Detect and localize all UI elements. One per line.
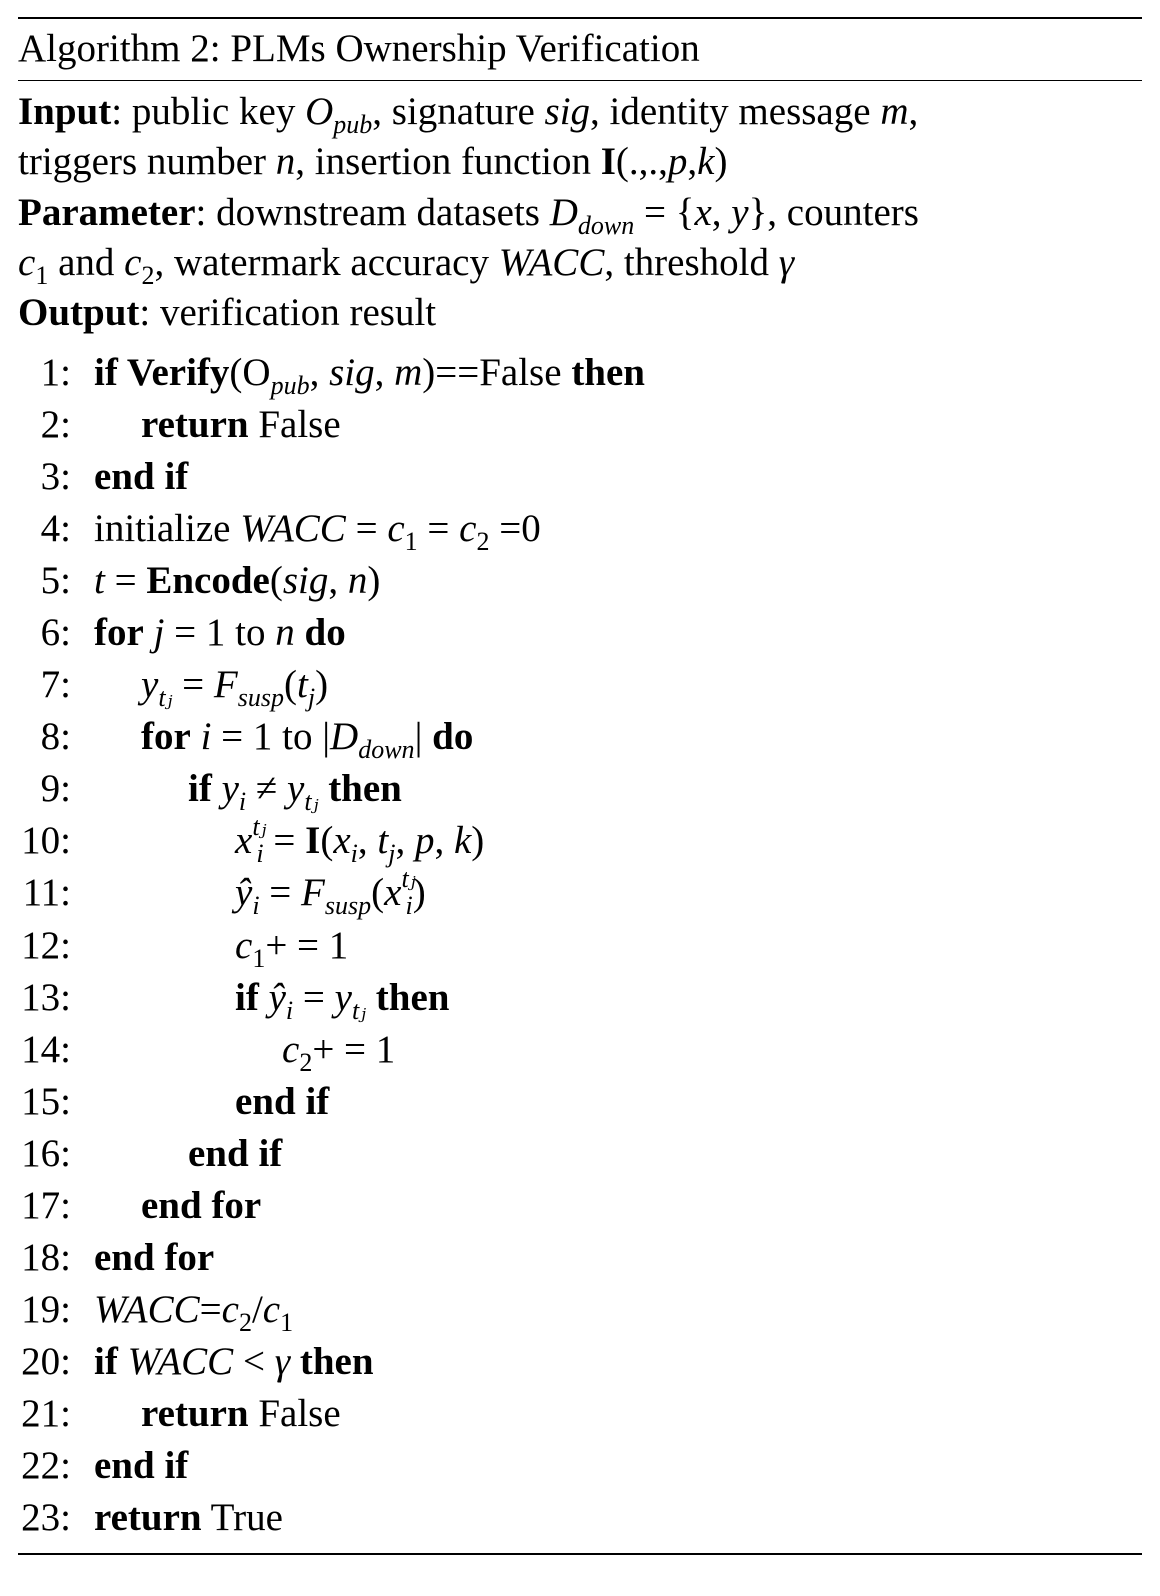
text-segment: False: [248, 1391, 341, 1435]
io-spec-line: [18, 87, 919, 137]
text-segment: γ: [274, 1339, 291, 1383]
text-segment: m: [880, 90, 909, 133]
text-segment: , watermark accuracy: [154, 240, 499, 284]
text-segment: do: [432, 715, 474, 759]
text-segment: ): [315, 663, 329, 707]
text-segment: WACC: [94, 1287, 200, 1331]
line-code: [188, 1128, 282, 1180]
text-segment: j: [153, 611, 165, 655]
text-segment: t: [377, 819, 389, 863]
text-segment: (: [269, 559, 283, 603]
text-segment: =: [293, 975, 335, 1019]
text-segment: Verify: [126, 351, 230, 394]
line-code: [94, 1440, 188, 1492]
line-number: 6:: [40, 611, 71, 655]
text-segment: |: [414, 715, 433, 759]
text-segment: + = 1: [265, 923, 349, 967]
text-segment: ): [471, 819, 485, 863]
text-segment: ,: [357, 819, 378, 863]
line-code: [94, 1232, 214, 1284]
io-spec-line: [18, 238, 919, 288]
text-segment: x: [384, 871, 402, 915]
text-segment: =: [263, 819, 306, 863]
text-segment: tⱼ: [304, 787, 319, 817]
line-number: 17:: [21, 1183, 71, 1227]
text-segment: )==False: [422, 351, 572, 394]
text-segment: t: [296, 663, 308, 707]
text-segment: t: [94, 559, 105, 603]
algorithm-line: [0, 920, 1160, 972]
text-segment: i: [252, 891, 260, 921]
text-segment: for: [94, 611, 144, 655]
algorithm-line: [0, 347, 1160, 399]
text-segment: (O: [229, 351, 271, 394]
line-number: 11:: [22, 871, 71, 915]
algorithm-line: [0, 1492, 1160, 1544]
algorithm-line: [0, 1076, 1160, 1128]
text-segment: D: [330, 715, 359, 759]
text-segment: i: [238, 787, 247, 817]
line-number: 15:: [21, 1079, 71, 1123]
text-segment: ): [714, 140, 728, 184]
text-segment: i: [350, 839, 358, 869]
algorithm-line: [0, 1336, 1160, 1388]
text-segment: WACC: [498, 240, 605, 284]
text-segment: = 1 to |: [211, 715, 331, 759]
line-code: [235, 864, 426, 921]
line-code: [235, 812, 485, 869]
algorithm-line: [0, 1284, 1160, 1336]
line-number: 19:: [21, 1287, 71, 1331]
text-segment: if: [94, 1339, 118, 1383]
text-segment: Parameter: [18, 190, 196, 234]
text-segment: i: [285, 995, 294, 1025]
line-number: 9:: [40, 767, 71, 811]
algorithm-title: Algorithm 2: PLMs Ownership Verification: [18, 27, 700, 70]
text-segment: tⱼ: [351, 995, 367, 1025]
text-segment: =: [104, 559, 147, 603]
line-number: 5:: [40, 559, 71, 603]
text-segment: return: [141, 403, 249, 447]
text-segment: i: [200, 715, 212, 759]
text-segment: [212, 767, 222, 810]
text-segment: y: [287, 767, 305, 811]
text-segment: susp: [237, 683, 284, 713]
algorithm-line: [0, 1232, 1160, 1284]
text-segment: sig: [544, 90, 591, 133]
algorithm-line: [0, 763, 1160, 815]
text-segment: y: [221, 767, 239, 811]
text-segment: c: [235, 923, 253, 967]
text-segment: end for: [94, 1235, 215, 1279]
line-code: [282, 1024, 395, 1076]
text-segment: =: [172, 663, 214, 707]
text-segment: , insertion function: [295, 140, 601, 184]
text-segment: WACC: [240, 507, 346, 551]
text-segment: end if: [94, 1443, 189, 1487]
line-number: 10:: [21, 819, 71, 863]
text-segment: tⱼ: [158, 683, 173, 713]
text-segment: end if: [188, 1131, 283, 1175]
bottom-rule: [18, 1553, 1142, 1555]
text-segment: =: [345, 507, 388, 551]
text-segment: F: [213, 663, 238, 707]
text-segment: tⱼ: [401, 864, 416, 894]
text-segment: True: [201, 1496, 283, 1540]
algorithm-line: [0, 812, 1160, 869]
text-segment: y: [334, 975, 352, 1019]
text-segment: and: [48, 240, 125, 284]
algorithm-line: [0, 972, 1160, 1024]
text-segment: tⱼ: [252, 812, 267, 842]
line-number: 4:: [40, 507, 71, 551]
text-segment: ,: [908, 90, 919, 133]
text-segment: end if: [94, 455, 189, 499]
text-segment: , identity message: [590, 90, 881, 133]
text-segment: 1: [280, 1307, 294, 1337]
text-segment: if: [188, 767, 212, 811]
algorithm-line: [0, 864, 1160, 921]
text-segment: (: [371, 871, 385, 915]
top-rule: [18, 17, 1142, 19]
text-segment: x: [333, 819, 351, 863]
text-segment: Input: [18, 90, 112, 133]
text-segment: initialize: [94, 507, 241, 551]
text-segment: /: [251, 1287, 263, 1331]
line-code: [188, 763, 402, 815]
text-segment: c: [262, 1287, 281, 1331]
algorithm-line: [0, 1128, 1160, 1180]
text-segment: then: [366, 975, 450, 1019]
text-segment: 1: [252, 943, 266, 973]
text-segment: end if: [235, 1079, 330, 1123]
line-number: 20:: [21, 1339, 71, 1383]
line-code: [94, 607, 346, 659]
text-segment: for: [141, 715, 191, 759]
text-segment: ,: [374, 351, 395, 394]
algorithm-line: [0, 399, 1160, 451]
line-number: 18:: [21, 1235, 71, 1279]
line-number: 16:: [21, 1131, 71, 1175]
text-segment: , threshold: [604, 240, 779, 284]
text-segment: then: [318, 767, 402, 811]
text-segment: I: [600, 140, 616, 184]
text-segment: WACC: [127, 1339, 234, 1383]
line-number: 7:: [40, 663, 71, 707]
text-segment: = {: [634, 190, 695, 234]
text-segment: ŷ: [235, 871, 253, 915]
algorithm-line: [0, 607, 1160, 659]
text-segment: c: [124, 240, 142, 284]
line-code: [235, 1076, 329, 1128]
text-segment: I: [305, 819, 321, 863]
text-segment: 2: [299, 1047, 313, 1077]
algorithm-line: [0, 1024, 1160, 1076]
text-segment: ,: [711, 190, 732, 234]
text-segment: (.,.,: [615, 140, 668, 184]
algorithm-line: [0, 555, 1160, 607]
line-number: 21:: [21, 1391, 71, 1435]
text-segment: c: [18, 240, 36, 284]
text-segment: x: [694, 190, 712, 234]
line-code: [141, 1388, 341, 1440]
text-segment: [259, 976, 269, 1019]
text-segment: : public key: [111, 90, 306, 133]
line-code: [94, 503, 541, 555]
text-segment: i: [405, 891, 413, 921]
text-segment: + = 1: [312, 1027, 396, 1071]
algorithm-line: [0, 659, 1160, 711]
text-segment: =: [259, 871, 302, 915]
line-number: 8:: [40, 715, 71, 759]
algorithm-line: [0, 711, 1160, 763]
line-code: [94, 555, 380, 607]
text-segment: =: [199, 1287, 222, 1331]
io-spec-line: [18, 288, 919, 338]
text-segment: c: [459, 507, 477, 551]
text-segment: [144, 611, 154, 654]
text-segment: j: [388, 839, 396, 869]
text-segment: return: [141, 1391, 249, 1435]
line-code: [235, 972, 449, 1024]
text-segment: sig: [282, 559, 329, 603]
algorithm-io-spec: [18, 87, 919, 338]
text-segment: j: [307, 683, 316, 713]
text-segment: k: [453, 819, 472, 863]
text-segment: down: [577, 210, 635, 240]
text-segment: n: [275, 611, 295, 655]
text-segment: [118, 1340, 128, 1383]
text-segment: c: [221, 1287, 239, 1331]
text-segment: D: [549, 190, 578, 234]
line-code: [141, 1180, 261, 1232]
text-segment: F: [301, 871, 325, 915]
text-segment: sig: [329, 351, 375, 394]
line-code: [235, 920, 348, 972]
text-segment: p: [414, 819, 435, 863]
line-code: [94, 1492, 283, 1544]
line-number: 23:: [21, 1496, 71, 1540]
text-segment: 1: [35, 260, 49, 290]
text-segment: Output: [18, 291, 140, 335]
text-segment: if: [235, 975, 259, 1019]
io-spec-line: [18, 137, 919, 187]
text-segment: do: [294, 611, 346, 655]
text-segment: =: [417, 507, 460, 551]
io-spec-line: [18, 188, 919, 238]
line-number: 1:: [40, 351, 71, 394]
text-segment: ,: [328, 559, 348, 603]
text-segment: False: [248, 403, 341, 447]
text-segment: 2: [476, 527, 490, 557]
line-code: [94, 451, 188, 503]
text-segment: pub: [333, 110, 373, 139]
line-code: [141, 659, 328, 711]
algorithm-body: [0, 347, 1160, 1544]
text-segment: triggers number: [18, 140, 276, 184]
line-number: 3:: [40, 455, 71, 499]
algorithm-line: [0, 1440, 1160, 1492]
text-segment: x: [235, 819, 253, 863]
line-code: [141, 399, 341, 451]
text-segment: }, counters: [748, 190, 919, 234]
text-segment: [191, 715, 201, 758]
algorithm-line: [0, 451, 1160, 503]
text-segment: ,: [687, 140, 698, 184]
text-segment: n: [275, 140, 296, 184]
line-code: [94, 1336, 374, 1388]
text-segment: ): [412, 871, 426, 915]
line-number: 2:: [40, 403, 71, 447]
text-segment: O: [305, 90, 334, 133]
text-segment: if: [94, 351, 127, 394]
line-code: [94, 1284, 293, 1336]
text-segment: n: [347, 559, 368, 603]
text-segment: ,: [395, 819, 415, 863]
text-segment: p: [667, 140, 688, 184]
text-segment: γ: [778, 240, 795, 284]
algorithm-line: [0, 1388, 1160, 1440]
text-segment: 2: [141, 260, 155, 290]
line-number: 12:: [21, 923, 71, 967]
text-segment: = 1 to: [164, 611, 276, 655]
text-segment: then: [571, 351, 645, 394]
text-segment: m: [394, 351, 423, 394]
text-segment: : verification result: [139, 291, 437, 335]
algorithm-line: [0, 503, 1160, 555]
text-segment: =0: [489, 507, 541, 551]
text-segment: ): [367, 559, 381, 603]
text-segment: ,: [434, 819, 454, 863]
text-segment: <: [233, 1339, 275, 1383]
line-number: 13:: [21, 975, 71, 1019]
text-segment: down: [358, 735, 415, 765]
line-number: 14:: [21, 1027, 71, 1071]
text-segment: Encode: [146, 559, 270, 603]
line-code: [94, 347, 645, 399]
text-segment: 2: [238, 1307, 252, 1337]
text-segment: , signature: [372, 90, 545, 133]
text-segment: c: [282, 1027, 300, 1071]
text-segment: (: [320, 819, 334, 863]
text-segment: 1: [404, 527, 418, 557]
text-segment: return: [94, 1496, 202, 1540]
text-segment: ŷ: [268, 975, 286, 1019]
text-segment: pub: [270, 371, 310, 400]
text-segment: susp: [324, 891, 372, 921]
text-segment: end for: [141, 1183, 262, 1227]
text-segment: y: [141, 663, 159, 707]
line-code: [141, 711, 473, 763]
text-segment: ,: [309, 351, 330, 394]
text-segment: then: [290, 1339, 374, 1383]
text-segment: i: [256, 839, 264, 869]
title-rule: [18, 80, 1142, 81]
line-number: 22:: [21, 1443, 71, 1487]
text-segment: : downstream datasets: [195, 190, 550, 234]
algorithm-line: [0, 1180, 1160, 1232]
text-segment: y: [731, 190, 749, 234]
text-segment: k: [697, 140, 715, 184]
text-segment: c: [387, 507, 405, 551]
text-segment: ≠: [246, 767, 288, 811]
text-segment: (: [283, 663, 297, 707]
